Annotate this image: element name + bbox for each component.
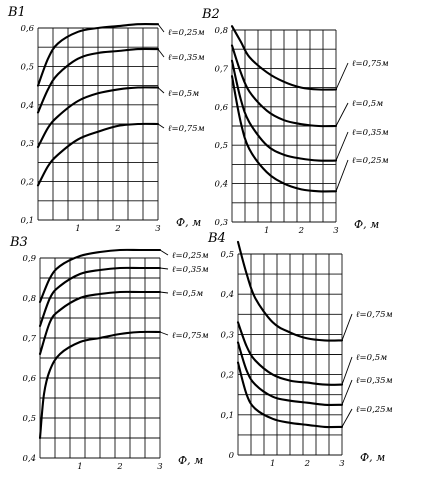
series-leader <box>342 409 352 427</box>
x-tick-label: 3 <box>157 462 163 472</box>
x-tick-label: 3 <box>333 226 339 236</box>
y-tick-label: 0,3 <box>214 218 228 228</box>
y-tick-label: 0,6 <box>214 102 228 113</box>
series-leader <box>160 292 168 293</box>
panel-b3 <box>9 235 209 472</box>
x-tick-label: 3 <box>155 224 161 234</box>
series-label: ℓ=0,25м <box>168 28 205 38</box>
series-leader <box>158 24 164 32</box>
series-leader <box>158 49 164 57</box>
x-axis-label: Ф, м <box>178 454 204 467</box>
series-label: ℓ=0,75м <box>356 310 393 320</box>
x-axis-label: Ф, м <box>176 216 202 229</box>
series-label: ℓ=0,5м <box>356 353 388 363</box>
x-axis-label: Ф, м <box>354 218 380 231</box>
y-tick-label: 0,3 <box>220 330 234 341</box>
series-leader <box>158 124 164 128</box>
series-label: ℓ=0,25м <box>352 156 389 166</box>
y-tick-label: 0,8 <box>22 294 36 304</box>
y-tick-label: 0,8 <box>214 26 228 36</box>
x-tick-label: 1 <box>263 226 270 236</box>
y-tick-label: 0,3 <box>20 139 34 150</box>
series-leader <box>336 132 348 161</box>
series-leader <box>336 103 348 126</box>
y-tick-label: 0,5 <box>20 62 34 73</box>
series-label: ℓ=0,75м <box>168 124 205 134</box>
y-tick-label: 0 <box>228 451 234 461</box>
y-tick-label: 0,2 <box>20 177 34 188</box>
series-label: ℓ=0,75м <box>352 59 389 69</box>
x-axis-label: Ф, м <box>360 451 386 464</box>
series-leader <box>342 357 352 385</box>
series-label: ℓ=0,5м <box>352 99 384 109</box>
y-tick-label: 0,7 <box>22 334 36 344</box>
y-axis-label: B2 <box>202 7 220 22</box>
series-leader <box>342 380 352 405</box>
y-tick-label: 0,1 <box>220 410 234 421</box>
x-tick-label: 1 <box>77 462 83 472</box>
y-tick-label: 0,4 <box>22 454 36 464</box>
x-tick-label: 1 <box>75 224 81 234</box>
x-tick-label: 2 <box>304 459 311 469</box>
series-leader <box>160 250 168 255</box>
series-label: ℓ=0,35м <box>356 376 393 386</box>
y-tick-label: 0,6 <box>20 24 34 34</box>
y-tick-label: 0,1 <box>20 216 34 226</box>
x-tick-label: 2 <box>298 226 305 236</box>
panel-b4 <box>207 231 393 469</box>
series-leader <box>158 88 164 93</box>
series-label: ℓ=0,75м <box>172 331 209 341</box>
series-label: ℓ=0,5м <box>172 289 204 299</box>
y-tick-label: 0,5 <box>214 141 228 152</box>
y-tick-label: 0,4 <box>214 179 228 190</box>
y-tick-label: 0,9 <box>22 254 36 264</box>
y-tick-label: 0,5 <box>22 414 36 424</box>
series-leader <box>336 63 348 90</box>
y-tick-label: 0,5 <box>220 250 234 260</box>
x-tick-label: 1 <box>269 459 276 469</box>
series-label: ℓ=0,5м <box>168 89 200 99</box>
series-label: ℓ=0,35м <box>352 128 389 138</box>
y-tick-label: 0,7 <box>214 64 228 75</box>
series-leader <box>160 332 168 335</box>
series-leader <box>342 314 352 340</box>
x-tick-label: 2 <box>117 462 123 472</box>
x-tick-label: 2 <box>115 224 121 234</box>
panel-b2 <box>201 7 389 236</box>
y-tick-label: 0,2 <box>220 370 234 381</box>
series-label: ℓ=0,25м <box>172 251 209 261</box>
series-label: ℓ=0,35м <box>172 265 209 275</box>
series-leader <box>160 268 168 269</box>
y-axis-label: B4 <box>208 231 226 246</box>
panel-b1 <box>7 5 205 234</box>
x-tick-label: 3 <box>339 459 345 469</box>
y-tick-label: 0,6 <box>22 374 36 384</box>
y-axis-label: B1 <box>8 5 26 20</box>
y-tick-label: 0,4 <box>20 100 34 111</box>
series-leader <box>336 160 348 191</box>
y-tick-label: 0,4 <box>220 290 234 301</box>
series-label: ℓ=0,35м <box>168 53 205 63</box>
series-label: ℓ=0,25м <box>356 405 393 415</box>
y-axis-label: B3 <box>10 235 28 250</box>
